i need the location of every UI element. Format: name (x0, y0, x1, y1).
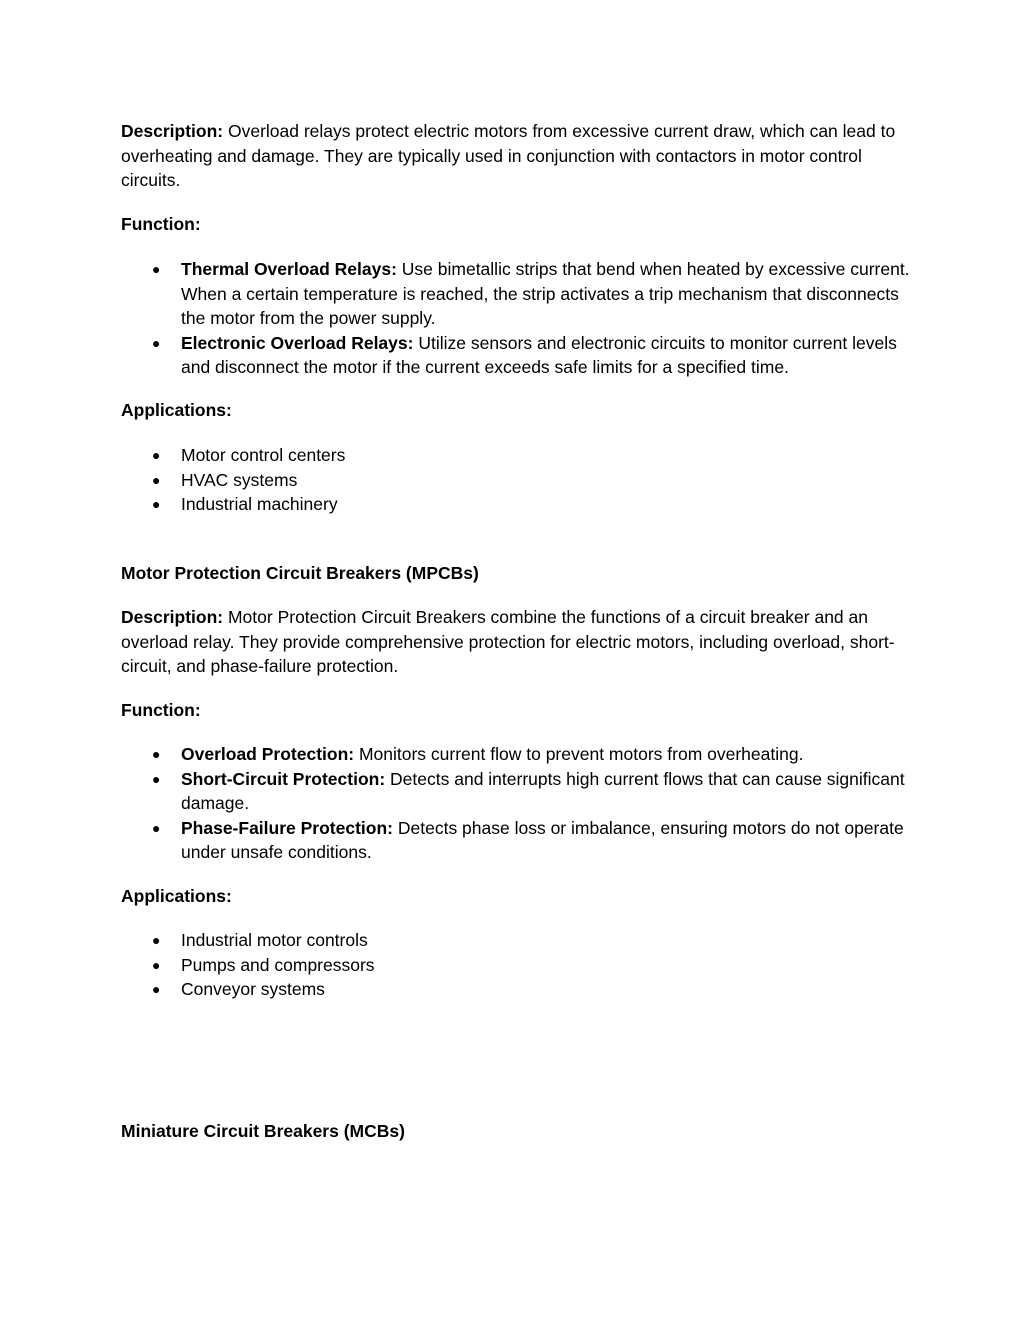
item-text: Industrial machinery (181, 494, 338, 514)
item-text: Detects phase loss or imbalance, ensuring motors do not operate under unsafe conditions. (181, 817, 904, 862)
mpcb-section-title: Motor Protection Circuit Breakers (MPCBs) (121, 563, 479, 583)
item-text: Motor control centers (181, 445, 346, 465)
list-item (121, 492, 911, 517)
bullet-icon: ● (152, 447, 161, 463)
list-item (121, 468, 911, 493)
item-label: Thermal Overload Relays: (181, 259, 397, 279)
bullet-icon: ● (152, 496, 161, 512)
item-text: Conveyor systems (181, 979, 325, 999)
item-text: Monitors current flow to prevent motors from overheating. (354, 744, 804, 764)
applications-heading: Applications: (121, 886, 232, 906)
applications-heading: Applications: (121, 400, 232, 420)
overload-function-list (121, 257, 911, 380)
item-label: Short-Circuit Protection: (181, 768, 386, 789)
item-label: Electronic Overload Relays: (181, 332, 414, 353)
bullet-icon: ● (152, 471, 161, 488)
list-item (121, 331, 911, 380)
item-text: Pumps and compressors (181, 954, 375, 975)
list-item (121, 816, 911, 865)
list-item (121, 928, 911, 953)
bullet-icon: ● (152, 932, 161, 948)
description-text: Overload relays protect electric motors from excessive current draw, which can lead to overheating and damage. They are typically used in conjunction with contactors in motor control circuits. (121, 121, 896, 190)
description-text: Motor Protection Circuit Breakers combine the functions of a circuit breaker and an overload relay. They provide comprehensive protection for electric motors, including overload, short-circuit, and phase-failure protection. (121, 607, 895, 676)
function-heading: Function: (121, 214, 201, 234)
item-text: Utilize sensors and electronic circuits to monitor current levels and disconnect the motor if the current exceeds safe limits for a specified time. (181, 332, 897, 377)
list-item (121, 767, 911, 816)
overload-relays-description (121, 119, 911, 193)
bullet-icon: ● (152, 981, 161, 997)
description-label: Description: (121, 121, 224, 141)
list-item (121, 742, 911, 767)
item-label: Phase-Failure Protection: (181, 817, 393, 838)
item-text: Industrial motor controls (181, 930, 368, 950)
overload-applications-list (121, 443, 911, 517)
mpcb-function-list (121, 742, 911, 865)
bullet-icon: ● (152, 819, 161, 836)
mpcb-applications-list (121, 928, 911, 1002)
mcb-section-title: Miniature Circuit Breakers (MCBs) (121, 1121, 405, 1141)
item-text: Detects and interrupts high current flows that can cause significant damage. (181, 768, 905, 813)
bullet-icon: ● (152, 770, 161, 787)
list-item (121, 977, 911, 1002)
function-heading: Function: (121, 700, 201, 720)
bullet-icon: ● (152, 956, 161, 973)
list-item (121, 443, 911, 468)
bullet-icon: ● (152, 334, 161, 351)
bullet-icon: ● (152, 746, 161, 762)
list-item (121, 953, 911, 978)
item-label: Overload Protection: (181, 744, 355, 764)
list-item (121, 257, 911, 331)
mpcb-description (121, 605, 911, 679)
bullet-icon: ● (152, 261, 161, 277)
item-text: Use bimetallic strips that bend when heated by excessive current. When a certain temperature is reached, the strip activates a trip mechanism that disconnects the motor from the power supply. (181, 259, 910, 328)
description-label: Description: (121, 607, 224, 627)
item-text: HVAC systems (181, 469, 298, 490)
